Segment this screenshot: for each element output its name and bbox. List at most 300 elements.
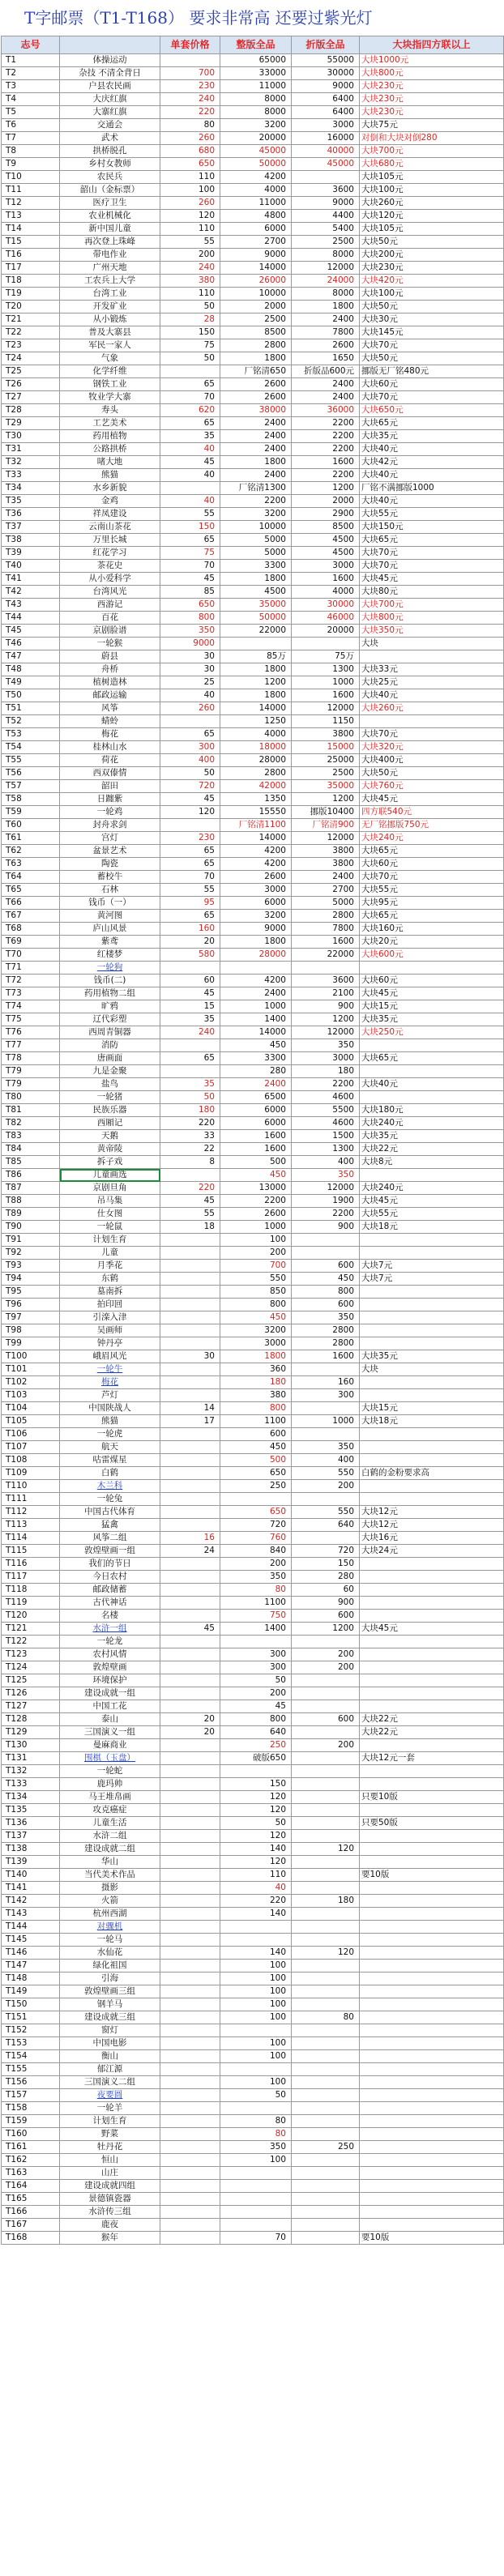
cell-full-sheet[interactable]: 50000 bbox=[220, 158, 292, 171]
cell-name[interactable]: 芦灯 bbox=[60, 1389, 160, 1402]
cell-folded-sheet[interactable]: 5400 bbox=[292, 223, 360, 236]
cell-folded-sheet[interactable] bbox=[292, 1765, 360, 1778]
cell-folded-sheet[interactable]: 200 bbox=[292, 1661, 360, 1674]
cell-folded-sheet[interactable]: 200 bbox=[292, 1648, 360, 1661]
cell-number[interactable]: T110 bbox=[2, 1480, 60, 1493]
cell-note[interactable] bbox=[360, 1830, 504, 1843]
cell-full-sheet[interactable]: 45000 bbox=[220, 145, 292, 158]
cell-name[interactable]: 蜻蛉 bbox=[60, 715, 160, 728]
cell-note[interactable]: 大块260元 bbox=[360, 197, 504, 210]
cell-note[interactable] bbox=[360, 715, 504, 728]
cell-full-sheet[interactable]: 100 bbox=[220, 1973, 292, 1985]
cell-set-price[interactable]: 70 bbox=[160, 560, 220, 573]
cell-name[interactable]: 旷鸦 bbox=[60, 1000, 160, 1013]
cell-name[interactable]: 建设成就三组 bbox=[60, 2011, 160, 2024]
cell-folded-sheet[interactable]: 20000 bbox=[292, 625, 360, 638]
cell-note[interactable] bbox=[360, 1091, 504, 1104]
cell-number[interactable]: T103 bbox=[2, 1389, 60, 1402]
cell-number[interactable]: T107 bbox=[2, 1441, 60, 1454]
cell-number[interactable]: T52 bbox=[2, 715, 60, 728]
cell-set-price[interactable] bbox=[160, 1234, 220, 1247]
cell-full-sheet[interactable]: 1800 bbox=[220, 663, 292, 676]
cell-full-sheet[interactable]: 800 bbox=[220, 1713, 292, 1726]
cell-full-sheet[interactable]: 550 bbox=[220, 1273, 292, 1286]
header-folded-sheet[interactable]: 折版全品 bbox=[292, 36, 360, 54]
cell-set-price[interactable]: 30 bbox=[160, 1350, 220, 1363]
cell-note[interactable]: 大块50元 bbox=[360, 352, 504, 365]
cell-name[interactable]: 引滦入津 bbox=[60, 1311, 160, 1324]
cell-set-price[interactable] bbox=[160, 2154, 220, 2167]
cell-note[interactable]: 大块22元 bbox=[360, 1726, 504, 1739]
cell-name[interactable]: 马王堆帛画 bbox=[60, 1791, 160, 1804]
cell-full-sheet[interactable]: 4200 bbox=[220, 845, 292, 858]
cell-folded-sheet[interactable]: 600 bbox=[292, 1299, 360, 1311]
cell-name[interactable]: 医疗卫生 bbox=[60, 197, 160, 210]
cell-folded-sheet[interactable]: 挪版10400 bbox=[292, 806, 360, 819]
cell-set-price[interactable]: 18 bbox=[160, 1221, 220, 1234]
cell-set-price[interactable] bbox=[160, 1648, 220, 1661]
cell-full-sheet[interactable]: 1250 bbox=[220, 715, 292, 728]
cell-folded-sheet[interactable]: 7800 bbox=[292, 326, 360, 339]
cell-note[interactable]: 大块70元 bbox=[360, 339, 504, 352]
cell-name[interactable]: 红花学习 bbox=[60, 547, 160, 560]
cell-note[interactable]: 白鹤的金粉要求高 bbox=[360, 1467, 504, 1480]
cell-number[interactable]: T40 bbox=[2, 560, 60, 573]
cell-name[interactable]: 寿头 bbox=[60, 404, 160, 417]
cell-set-price[interactable] bbox=[160, 715, 220, 728]
cell-full-sheet[interactable] bbox=[220, 2180, 292, 2193]
cell-number[interactable]: T77 bbox=[2, 1039, 60, 1052]
cell-number[interactable]: T92 bbox=[2, 1247, 60, 1260]
cell-name[interactable]: 鹿玛帅 bbox=[60, 1778, 160, 1791]
cell-note[interactable] bbox=[360, 1856, 504, 1869]
cell-number[interactable]: T109 bbox=[2, 1467, 60, 1480]
cell-name[interactable]: 宫灯 bbox=[60, 832, 160, 845]
cell-name[interactable]: 今日农村 bbox=[60, 1571, 160, 1584]
cell-full-sheet[interactable]: 2000 bbox=[220, 301, 292, 313]
cell-full-sheet[interactable] bbox=[220, 1636, 292, 1648]
cell-full-sheet[interactable]: 2800 bbox=[220, 767, 292, 780]
cell-name[interactable]: 钢铁工业 bbox=[60, 378, 160, 391]
cell-name[interactable]: 曼麻商业 bbox=[60, 1739, 160, 1752]
cell-folded-sheet[interactable]: 640 bbox=[292, 1519, 360, 1532]
cell-folded-sheet[interactable]: 600 bbox=[292, 1260, 360, 1273]
cell-note[interactable] bbox=[360, 2180, 504, 2193]
cell-note[interactable]: 大块 bbox=[360, 638, 504, 650]
cell-full-sheet[interactable]: 8500 bbox=[220, 326, 292, 339]
cell-folded-sheet[interactable] bbox=[292, 1687, 360, 1700]
cell-full-sheet[interactable] bbox=[220, 2193, 292, 2206]
cell-note[interactable]: 大块22元 bbox=[360, 1143, 504, 1156]
cell-name[interactable]: 啫大地 bbox=[60, 456, 160, 469]
cell-full-sheet[interactable]: 140 bbox=[220, 1908, 292, 1921]
cell-name[interactable]: 黄河图 bbox=[60, 910, 160, 923]
cell-folded-sheet[interactable]: 1600 bbox=[292, 936, 360, 949]
cell-name[interactable]: 体操运动 bbox=[60, 54, 160, 67]
cell-name[interactable]: 一轮鼠 bbox=[60, 1221, 160, 1234]
cell-note[interactable]: 大块250元 bbox=[360, 1026, 504, 1039]
cell-set-price[interactable]: 240 bbox=[160, 262, 220, 275]
cell-full-sheet[interactable]: 9000 bbox=[220, 249, 292, 262]
cell-full-sheet[interactable]: 10000 bbox=[220, 288, 292, 301]
cell-folded-sheet[interactable] bbox=[292, 171, 360, 184]
cell-set-price[interactable]: 620 bbox=[160, 404, 220, 417]
cell-set-price[interactable]: 260 bbox=[160, 702, 220, 715]
cell-set-price[interactable]: 55 bbox=[160, 236, 220, 249]
cell-name[interactable]: 再次登上珠峰 bbox=[60, 236, 160, 249]
cell-folded-sheet[interactable]: 1200 bbox=[292, 482, 360, 495]
cell-name[interactable]: 古代神话 bbox=[60, 1597, 160, 1610]
cell-full-sheet[interactable]: 80 bbox=[220, 2115, 292, 2128]
cell-note[interactable]: 大块15元 bbox=[360, 1402, 504, 1415]
cell-number[interactable]: T93 bbox=[2, 1260, 60, 1273]
cell-number[interactable]: T36 bbox=[2, 508, 60, 521]
cell-name[interactable]: 儿童 bbox=[60, 1247, 160, 1260]
cell-note[interactable] bbox=[360, 2037, 504, 2050]
cell-name[interactable]: 开发矿业 bbox=[60, 301, 160, 313]
cell-number[interactable]: T49 bbox=[2, 676, 60, 689]
cell-set-price[interactable]: 95 bbox=[160, 897, 220, 910]
cell-folded-sheet[interactable] bbox=[292, 2232, 360, 2245]
cell-note[interactable]: 大块50元 bbox=[360, 767, 504, 780]
cell-folded-sheet[interactable] bbox=[292, 2115, 360, 2128]
cell-set-price[interactable]: 45 bbox=[160, 456, 220, 469]
cell-folded-sheet[interactable]: 120 bbox=[292, 1947, 360, 1960]
cell-full-sheet[interactable]: 1400 bbox=[220, 1623, 292, 1636]
cell-folded-sheet[interactable]: 12000 bbox=[292, 702, 360, 715]
cell-note[interactable]: 大块12元一套 bbox=[360, 1752, 504, 1765]
cell-number[interactable]: T7 bbox=[2, 132, 60, 145]
cell-number[interactable]: T34 bbox=[2, 482, 60, 495]
cell-folded-sheet[interactable]: 30000 bbox=[292, 67, 360, 80]
cell-full-sheet[interactable]: 140 bbox=[220, 1843, 292, 1856]
cell-folded-sheet[interactable]: 24000 bbox=[292, 275, 360, 288]
cell-number[interactable]: T99 bbox=[2, 1337, 60, 1350]
cell-note[interactable]: 大块80元 bbox=[360, 586, 504, 599]
cell-name[interactable]: 熊猫 bbox=[60, 1415, 160, 1428]
cell-number[interactable]: T37 bbox=[2, 521, 60, 534]
cell-full-sheet[interactable]: 14000 bbox=[220, 702, 292, 715]
cell-set-price[interactable] bbox=[160, 1286, 220, 1299]
cell-set-price[interactable]: 150 bbox=[160, 521, 220, 534]
cell-note[interactable] bbox=[360, 1998, 504, 2011]
cell-note[interactable] bbox=[360, 2219, 504, 2232]
cell-full-sheet[interactable]: 2600 bbox=[220, 1208, 292, 1221]
cell-full-sheet[interactable]: 120 bbox=[220, 1856, 292, 1869]
cell-note[interactable] bbox=[360, 2141, 504, 2154]
cell-note[interactable] bbox=[360, 1493, 504, 1506]
cell-name[interactable]: 水仙花 bbox=[60, 1947, 160, 1960]
cell-number[interactable]: T143 bbox=[2, 1908, 60, 1921]
cell-note[interactable]: 大块65元 bbox=[360, 910, 504, 923]
cell-full-sheet[interactable]: 80 bbox=[220, 2128, 292, 2141]
cell-note[interactable] bbox=[360, 1376, 504, 1389]
cell-note[interactable]: 大块60元 bbox=[360, 975, 504, 987]
cell-full-sheet[interactable]: 18000 bbox=[220, 741, 292, 754]
cell-note[interactable] bbox=[360, 2011, 504, 2024]
cell-set-price[interactable]: 35 bbox=[160, 430, 220, 443]
cell-full-sheet[interactable] bbox=[220, 638, 292, 650]
cell-number[interactable]: T75 bbox=[2, 1013, 60, 1026]
cell-full-sheet[interactable]: 200 bbox=[220, 1247, 292, 1260]
cell-folded-sheet[interactable] bbox=[292, 1791, 360, 1804]
cell-set-price[interactable]: 650 bbox=[160, 599, 220, 612]
cell-full-sheet[interactable]: 150 bbox=[220, 1778, 292, 1791]
cell-note[interactable] bbox=[360, 1921, 504, 1934]
cell-folded-sheet[interactable] bbox=[292, 1998, 360, 2011]
cell-number[interactable]: T11 bbox=[2, 184, 60, 197]
cell-name[interactable]: 荷花 bbox=[60, 754, 160, 767]
cell-full-sheet[interactable]: 300 bbox=[220, 1648, 292, 1661]
cell-note[interactable] bbox=[360, 650, 504, 663]
cell-note[interactable]: 大块20元 bbox=[360, 936, 504, 949]
cell-name[interactable]: 西双傣情 bbox=[60, 767, 160, 780]
cell-name[interactable]: 韶山（金标票） bbox=[60, 184, 160, 197]
cell-note[interactable] bbox=[360, 1337, 504, 1350]
cell-note[interactable]: 大块70元 bbox=[360, 547, 504, 560]
cell-note[interactable]: 大块240元 bbox=[360, 1182, 504, 1195]
cell-name[interactable]: 农民兵 bbox=[60, 171, 160, 184]
cell-full-sheet[interactable]: 2200 bbox=[220, 1195, 292, 1208]
cell-note[interactable] bbox=[360, 2076, 504, 2089]
cell-name[interactable]: 民族乐器 bbox=[60, 1104, 160, 1117]
cell-number[interactable]: T150 bbox=[2, 1998, 60, 2011]
cell-number[interactable]: T164 bbox=[2, 2180, 60, 2193]
cell-folded-sheet[interactable] bbox=[292, 1804, 360, 1817]
cell-set-price[interactable] bbox=[160, 1441, 220, 1454]
cell-set-price[interactable]: 240 bbox=[160, 93, 220, 106]
cell-number[interactable]: T129 bbox=[2, 1726, 60, 1739]
cell-set-price[interactable] bbox=[160, 1791, 220, 1804]
cell-name[interactable]: 桂林山水 bbox=[60, 741, 160, 754]
cell-folded-sheet[interactable]: 900 bbox=[292, 1597, 360, 1610]
cell-note[interactable]: 大块650元 bbox=[360, 404, 504, 417]
cell-folded-sheet[interactable] bbox=[292, 1234, 360, 1247]
cell-folded-sheet[interactable]: 3600 bbox=[292, 184, 360, 197]
cell-set-price[interactable]: 20 bbox=[160, 1726, 220, 1739]
cell-note[interactable] bbox=[360, 2063, 504, 2076]
cell-folded-sheet[interactable]: 550 bbox=[292, 1467, 360, 1480]
cell-full-sheet[interactable]: 280 bbox=[220, 1065, 292, 1078]
cell-set-price[interactable] bbox=[160, 2076, 220, 2089]
cell-folded-sheet[interactable]: 2400 bbox=[292, 871, 360, 884]
cell-number[interactable]: T24 bbox=[2, 352, 60, 365]
cell-note[interactable]: 大块100元 bbox=[360, 288, 504, 301]
cell-name[interactable]: 建设成就一组 bbox=[60, 1687, 160, 1700]
cell-full-sheet[interactable]: 70 bbox=[220, 2232, 292, 2245]
cell-number[interactable]: T116 bbox=[2, 1558, 60, 1571]
cell-name[interactable]: 当代美术作品 bbox=[60, 1869, 160, 1882]
cell-folded-sheet[interactable]: 900 bbox=[292, 1000, 360, 1013]
cell-number[interactable]: T101 bbox=[2, 1363, 60, 1376]
cell-set-price[interactable] bbox=[160, 1428, 220, 1441]
cell-number[interactable]: T160 bbox=[2, 2128, 60, 2141]
cell-number[interactable]: T122 bbox=[2, 1636, 60, 1648]
cell-full-sheet[interactable]: 1800 bbox=[220, 352, 292, 365]
cell-note[interactable]: 大块22元 bbox=[360, 1713, 504, 1726]
cell-full-sheet[interactable]: 10000 bbox=[220, 521, 292, 534]
cell-folded-sheet[interactable]: 4500 bbox=[292, 534, 360, 547]
cell-number[interactable]: T10 bbox=[2, 171, 60, 184]
cell-set-price[interactable]: 180 bbox=[160, 1104, 220, 1117]
cell-name[interactable]: 航天 bbox=[60, 1441, 160, 1454]
cell-folded-sheet[interactable] bbox=[292, 1493, 360, 1506]
cell-name[interactable]: 建设成就二组 bbox=[60, 1843, 160, 1856]
cell-folded-sheet[interactable]: 5500 bbox=[292, 1104, 360, 1117]
cell-number[interactable]: T102 bbox=[2, 1376, 60, 1389]
cell-number[interactable]: T104 bbox=[2, 1402, 60, 1415]
cell-name[interactable]: 拍印回 bbox=[60, 1299, 160, 1311]
cell-note[interactable] bbox=[360, 2193, 504, 2206]
cell-set-price[interactable] bbox=[160, 1998, 220, 2011]
cell-set-price[interactable] bbox=[160, 1169, 220, 1182]
cell-set-price[interactable] bbox=[160, 482, 220, 495]
cell-note[interactable]: 大块75元 bbox=[360, 119, 504, 132]
cell-set-price[interactable]: 20 bbox=[160, 1713, 220, 1726]
cell-note[interactable] bbox=[360, 2154, 504, 2167]
cell-folded-sheet[interactable] bbox=[292, 1830, 360, 1843]
cell-full-sheet[interactable]: 11000 bbox=[220, 197, 292, 210]
cell-set-price[interactable]: 25 bbox=[160, 676, 220, 689]
cell-set-price[interactable]: 40 bbox=[160, 469, 220, 482]
cell-name[interactable]: 对骤机 bbox=[60, 1921, 160, 1934]
cell-name[interactable]: 蔚县 bbox=[60, 650, 160, 663]
cell-folded-sheet[interactable] bbox=[292, 1882, 360, 1895]
cell-number[interactable]: T42 bbox=[2, 586, 60, 599]
cell-folded-sheet[interactable]: 3800 bbox=[292, 845, 360, 858]
cell-set-price[interactable] bbox=[160, 1674, 220, 1687]
cell-number[interactable]: T17 bbox=[2, 262, 60, 275]
cell-note[interactable] bbox=[360, 2050, 504, 2063]
cell-name[interactable]: 京剧脸谱 bbox=[60, 625, 160, 638]
cell-full-sheet[interactable]: 9000 bbox=[220, 923, 292, 936]
cell-note[interactable]: 大块40元 bbox=[360, 443, 504, 456]
cell-set-price[interactable]: 160 bbox=[160, 923, 220, 936]
cell-number[interactable]: T132 bbox=[2, 1765, 60, 1778]
cell-number[interactable]: T56 bbox=[2, 767, 60, 780]
cell-folded-sheet[interactable]: 2200 bbox=[292, 443, 360, 456]
cell-folded-sheet[interactable] bbox=[292, 2076, 360, 2089]
cell-note[interactable]: 大块40元 bbox=[360, 495, 504, 508]
cell-full-sheet[interactable]: 120 bbox=[220, 1830, 292, 1843]
cell-full-sheet[interactable]: 33000 bbox=[220, 67, 292, 80]
cell-name[interactable]: 窗灯 bbox=[60, 2024, 160, 2037]
cell-note[interactable] bbox=[360, 2089, 504, 2102]
cell-number[interactable]: T147 bbox=[2, 1960, 60, 1973]
cell-number[interactable]: T15 bbox=[2, 236, 60, 249]
cell-number[interactable]: T163 bbox=[2, 2167, 60, 2180]
cell-name[interactable]: 钱币(二) bbox=[60, 975, 160, 987]
cell-full-sheet[interactable]: 6000 bbox=[220, 223, 292, 236]
cell-folded-sheet[interactable] bbox=[292, 2128, 360, 2141]
cell-folded-sheet[interactable] bbox=[292, 1908, 360, 1921]
cell-set-price[interactable] bbox=[160, 1985, 220, 1998]
cell-number[interactable]: T18 bbox=[2, 275, 60, 288]
cell-folded-sheet[interactable]: 2400 bbox=[292, 378, 360, 391]
cell-folded-sheet[interactable] bbox=[292, 1856, 360, 1869]
cell-folded-sheet[interactable]: 9000 bbox=[292, 80, 360, 93]
cell-set-price[interactable] bbox=[160, 1921, 220, 1934]
cell-note[interactable] bbox=[360, 1480, 504, 1493]
cell-note[interactable] bbox=[360, 962, 504, 975]
cell-number[interactable]: T138 bbox=[2, 1843, 60, 1856]
cell-folded-sheet[interactable]: 1200 bbox=[292, 1013, 360, 1026]
cell-name[interactable]: 钢羊马 bbox=[60, 1998, 160, 2011]
cell-name[interactable]: 泰山 bbox=[60, 1713, 160, 1726]
cell-note[interactable]: 大块420元 bbox=[360, 275, 504, 288]
cell-set-price[interactable] bbox=[160, 1869, 220, 1882]
cell-full-sheet[interactable]: 1800 bbox=[220, 689, 292, 702]
cell-folded-sheet[interactable]: 12000 bbox=[292, 832, 360, 845]
cell-number[interactable]: T130 bbox=[2, 1739, 60, 1752]
cell-set-price[interactable] bbox=[160, 1908, 220, 1921]
cell-set-price[interactable]: 400 bbox=[160, 754, 220, 767]
cell-note[interactable]: 大块45元 bbox=[360, 1623, 504, 1636]
cell-number[interactable]: T58 bbox=[2, 793, 60, 806]
cell-name[interactable]: 儿童画选 bbox=[60, 1169, 160, 1182]
cell-set-price[interactable]: 260 bbox=[160, 132, 220, 145]
cell-name[interactable]: 百花 bbox=[60, 612, 160, 625]
cell-folded-sheet[interactable]: 2700 bbox=[292, 884, 360, 897]
cell-full-sheet[interactable] bbox=[220, 2219, 292, 2232]
cell-name[interactable]: 交通会 bbox=[60, 119, 160, 132]
cell-folded-sheet[interactable]: 8000 bbox=[292, 249, 360, 262]
cell-folded-sheet[interactable]: 12000 bbox=[292, 262, 360, 275]
cell-set-price[interactable] bbox=[160, 2011, 220, 2024]
cell-number[interactable]: T94 bbox=[2, 1273, 60, 1286]
cell-name[interactable]: 夜要圆 bbox=[60, 2089, 160, 2102]
cell-note[interactable]: 大块320元 bbox=[360, 741, 504, 754]
cell-number[interactable]: T142 bbox=[2, 1895, 60, 1908]
cell-set-price[interactable]: 28 bbox=[160, 313, 220, 326]
cell-set-price[interactable]: 120 bbox=[160, 806, 220, 819]
cell-full-sheet[interactable]: 760 bbox=[220, 1532, 292, 1545]
cell-folded-sheet[interactable]: 折版品600元 bbox=[292, 365, 360, 378]
cell-full-sheet[interactable]: 110 bbox=[220, 1869, 292, 1882]
cell-full-sheet[interactable]: 8000 bbox=[220, 93, 292, 106]
cell-full-sheet[interactable]: 180 bbox=[220, 1376, 292, 1389]
cell-name[interactable]: 木兰科 bbox=[60, 1480, 160, 1493]
cell-set-price[interactable]: 230 bbox=[160, 80, 220, 93]
cell-full-sheet[interactable]: 640 bbox=[220, 1726, 292, 1739]
cell-number[interactable]: T159 bbox=[2, 2115, 60, 2128]
cell-full-sheet[interactable]: 8000 bbox=[220, 106, 292, 119]
cell-set-price[interactable]: 45 bbox=[160, 1195, 220, 1208]
cell-folded-sheet[interactable]: 2800 bbox=[292, 1324, 360, 1337]
cell-set-price[interactable] bbox=[160, 1260, 220, 1273]
cell-set-price[interactable]: 240 bbox=[160, 1026, 220, 1039]
cell-full-sheet[interactable]: 1800 bbox=[220, 936, 292, 949]
cell-number[interactable]: T90 bbox=[2, 1221, 60, 1234]
cell-note[interactable]: 大块65元 bbox=[360, 1052, 504, 1065]
cell-name[interactable]: 农业机械化 bbox=[60, 210, 160, 223]
cell-folded-sheet[interactable]: 1600 bbox=[292, 1350, 360, 1363]
cell-note[interactable]: 大块70元 bbox=[360, 391, 504, 404]
cell-note[interactable]: 大块260元 bbox=[360, 702, 504, 715]
cell-name[interactable]: 邮政运输 bbox=[60, 689, 160, 702]
cell-note[interactable]: 大块70元 bbox=[360, 728, 504, 741]
cell-name[interactable]: 祥凤建设 bbox=[60, 508, 160, 521]
cell-number[interactable]: T59 bbox=[2, 806, 60, 819]
cell-full-sheet[interactable]: 1800 bbox=[220, 456, 292, 469]
cell-full-sheet[interactable]: 4200 bbox=[220, 171, 292, 184]
cell-note[interactable]: 大块230元 bbox=[360, 93, 504, 106]
cell-set-price[interactable]: 40 bbox=[160, 495, 220, 508]
cell-name[interactable]: 药用植物 bbox=[60, 430, 160, 443]
cell-folded-sheet[interactable] bbox=[292, 1985, 360, 1998]
cell-name[interactable]: 鹿夜 bbox=[60, 2219, 160, 2232]
cell-name[interactable]: 我们的节日 bbox=[60, 1558, 160, 1571]
